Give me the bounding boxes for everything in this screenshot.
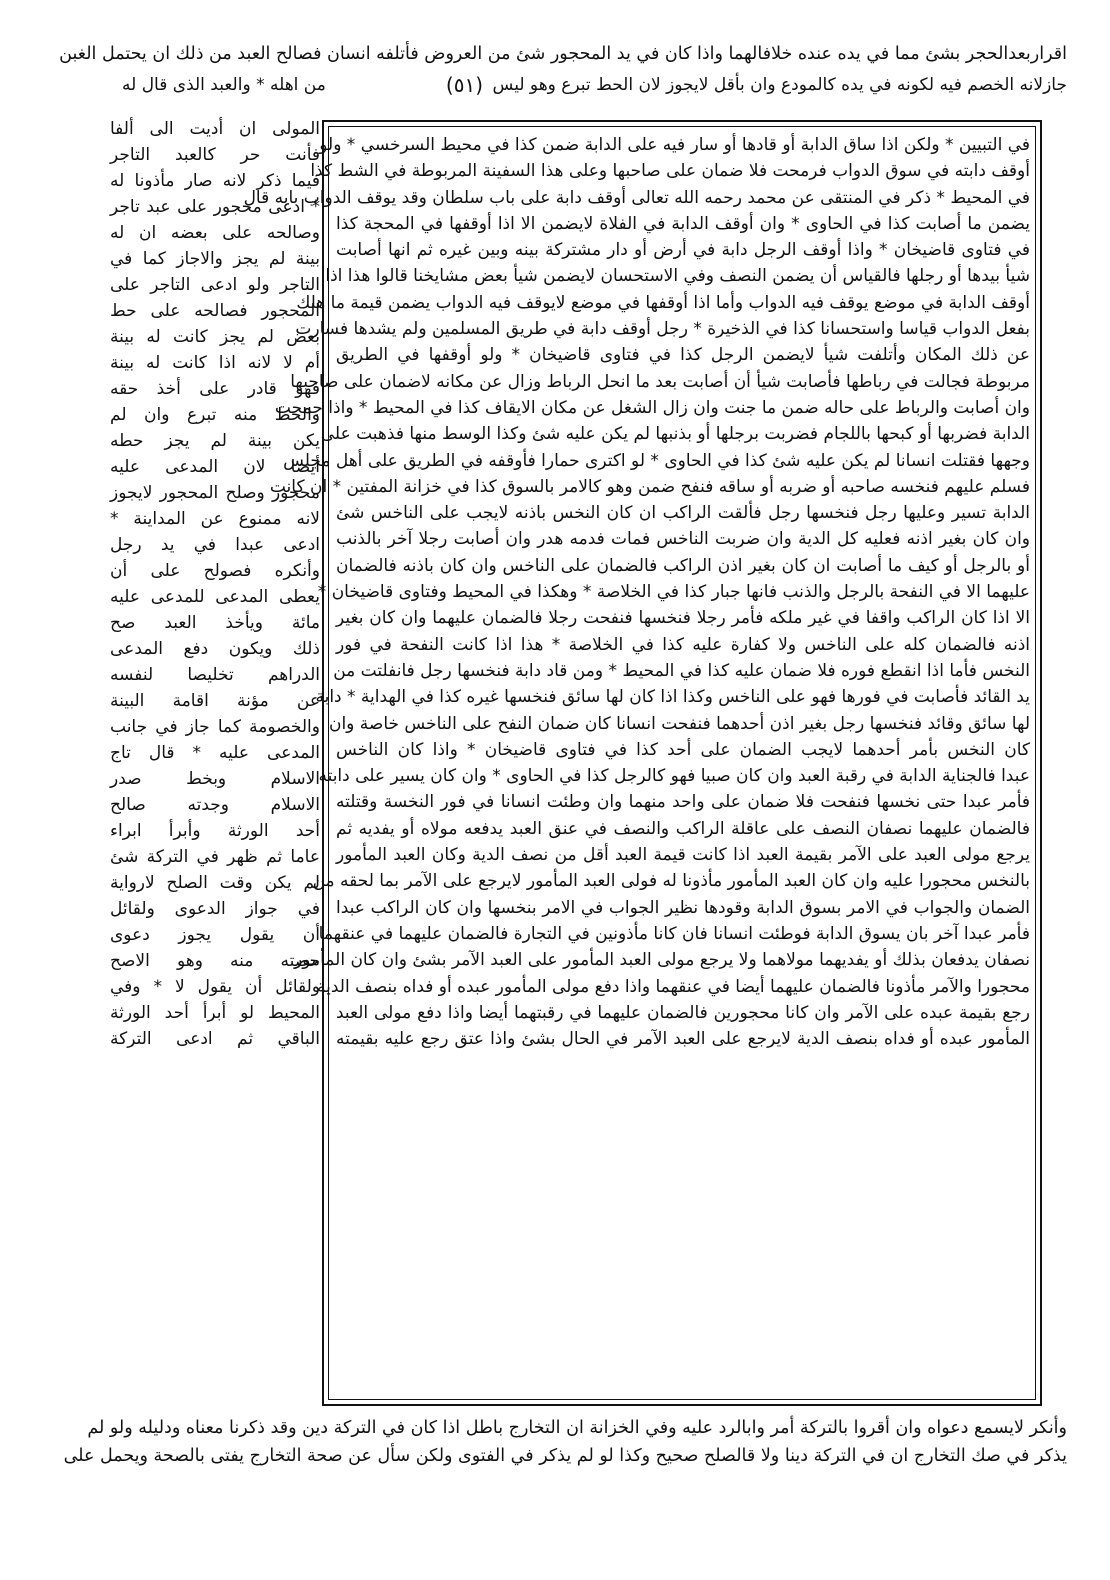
margin-gloss-line: عن مؤنة اقامة البينة bbox=[110, 691, 320, 711]
main-text-line: الدابة تسير وعليها رجل فنخسها رجل فألقت الراكب ان كان النخس باذنه لايجب على الناخس شئ bbox=[336, 503, 1030, 524]
main-text-line: عليهما الا في النفحة بالرجل والذنب فانها جبار كذا في الخلاصة * وهكذا في المحيط وفتاوى قاضيخان * bbox=[317, 582, 1030, 603]
margin-gloss-line: فهو قادر على أخذ حقه bbox=[110, 379, 320, 399]
main-text-line: مربوطة فجالت في رباطها فأصابت شيأ أن أصابت بعد ما انحل الرباط وزال عن مكانه لاضمان على صاحبها bbox=[290, 371, 1030, 392]
main-text-line: شيأ بيدها أو رجلها فالقياس أن يضمن النصف وفي الاستحسان لايضمن شيأ بعض مشايخنا قالوا هذا اذا bbox=[325, 266, 1030, 287]
margin-gloss-line: الاسلام وبخط صدر bbox=[110, 769, 320, 789]
footer-line: يذكر في صك التخارج ان في التركة دينا ولا قالصلح صحيح وكذا لو لم يذكر في الفتوى ولكن سأل عن صحة التخارج يفتى بالصحة ويحمل على bbox=[63, 1446, 1067, 1466]
margin-gloss-line: المحجور فصالحه على حط bbox=[110, 301, 320, 321]
main-text-line: نصفان يدفعان بذلك أو يفديهما مولاهما ولا يرجع مولى العبد المأمور على العبد الآمر بشئ وان كان المأمور bbox=[294, 950, 1030, 971]
header-line-1: اقراربعدالحجر بشئ مما في يده عنده خلافالهما واذا كان في يد المحجور شئ من العروض فأتلفه انسان فصالح العبد من ذلك ان يحتمل الغبن bbox=[59, 44, 1067, 64]
main-text-line: الدابة فضربها أو كبحها باللجام فضربت برجلها أو بذنبها لم يكن عليه شئ وكذا الوسط منها فذهبت على bbox=[320, 424, 1030, 445]
margin-gloss-line: بينة لم يجز والاجاز كما في bbox=[110, 249, 320, 269]
margin-gloss-line: يعطى المدعى للمدعى عليه bbox=[110, 587, 320, 607]
margin-gloss-line: والخصومة كما جاز في جانب bbox=[110, 717, 320, 737]
main-text-line: بالنخس محجورا عليه وان كان العبد المأمور مأذونا له فولى العبد المأمور لايرجع على الآمر بما لحقه من bbox=[312, 871, 1030, 892]
main-text-line: عن ذلك المكان وأتلفت شيأ لايضمن الرجل كذا في فتاوى قاضيخان * ولو أوقفها في الطريق bbox=[336, 345, 1030, 366]
margin-gloss-line: حصته منه وهو الاصح bbox=[110, 951, 320, 971]
header-line-2-right: جازلانه الخصم فيه لكونه في يده كالمودع وان بأقل لايجوز لان الحط تبرع وهو ليس bbox=[492, 75, 1067, 95]
margin-gloss-line: الدراهم تخليصا لنفسه bbox=[110, 665, 320, 685]
margin-gloss-line: ذلك ويكون دفع المدعى bbox=[110, 639, 320, 659]
margin-gloss-line: محجور وصلح المحجور لايجوز bbox=[110, 483, 320, 503]
main-text-line: في فتاوى قاضيخان * واذا أوقف الرجل دابة في أرض أو دار مشتركة بينه وبين غيره ثم انها أصابت bbox=[336, 240, 1030, 261]
main-text-line: فالضمان عليهما نصفان النصف على عاقلة الراكب والنصف في عنق العبد يدفعه مولاه أو يفديه ثم bbox=[336, 818, 1030, 839]
main-text-body bbox=[243, 132, 1030, 1396]
margin-gloss-line: المولى ان أديت الى ألفا bbox=[110, 119, 320, 139]
margin-gloss-line: * ادعى محجور على عبد تاجر bbox=[110, 197, 320, 217]
margin-gloss-line: لانه ممنوع عن المداينة * bbox=[110, 509, 320, 529]
margin-gloss-line: ولقائل أن يقول لا * وفي bbox=[110, 977, 320, 997]
main-text-line: اذنه فالضمان كله على الناخس ولا كفارة عليه كذا في الخلاصة * هذا اذا كانت النفحة في فور bbox=[336, 634, 1030, 655]
margin-gloss-line: في جواز الدعوى ولقائل bbox=[110, 899, 320, 919]
page-number: (٥١) bbox=[445, 73, 483, 97]
main-text-line: رجع بقيمة عبده على الآمر وان كانا محجورين فالضمان عليهما في رقبتهما أيضا واذا دفع مولى العبد bbox=[336, 1002, 1030, 1023]
main-text-line: في التبيين * ولكن اذا ساق الدابة أو قادها أو سار فيه على الدابة ضمن كذا في محيط السرخسي * ولو bbox=[319, 135, 1030, 155]
main-text-line: وجهها فقتلت انسانا لم يكن عليه شئ كذا في الحاوى * لو اكترى حمارا فأوقفه في الطريق على أهل مجلس bbox=[283, 450, 1030, 471]
margin-gloss-line: عاما ثم ظهر في التركة شئ bbox=[110, 847, 320, 867]
footer-line: وأنكر لايسمع دعواه وان أقروا بالتركة أمر وابالرد عليه وفي الخزانة ان التخارج باطل اذا كان في التركة دين وقد ذكرنا معناه ودليله ولو لم bbox=[87, 1418, 1067, 1438]
main-text-line: فأمر عبدا آخر بان يسوق الدابة فوطئت انسانا فان كانا مأذونين في التجارة فالضمان عليهما في عنقهما bbox=[318, 923, 1030, 944]
margin-gloss-line: المدعى عليه * قال تاج bbox=[110, 743, 320, 763]
margin-gloss-line: فأنت حر كالعبد التاجر bbox=[110, 145, 320, 165]
main-text-line: عبدا فالجناية الدابة في رقبة العبد وان كان صبيا فهو كالرجل كذا في الحاوى * وان كان يسير على دابته bbox=[318, 766, 1030, 787]
margin-gloss-line: التاجر ولو ادعى التاجر على bbox=[110, 275, 320, 295]
main-text-line: يد القائد فأصابت في فورها فهو على الناخس وكذا اذا كان لها سائق فنخسها غيره كذا في الهداية * دابة bbox=[315, 687, 1030, 708]
main-text-line: الا اذا كان الراكب واقفا في غير ملكه فأمر رجلا فنخسها فنفحت رجلا فالضمان عليهما وان كان بغير bbox=[336, 608, 1030, 629]
margin-gloss-line: الباقي ثم ادعى التركة bbox=[110, 1029, 320, 1049]
main-text-line: في المحيط * ذكر في المنتقى عن محمد رحمه الله تعالى أوقف دابة على باب سلطان وقد يوقف الدواب بابه قال bbox=[243, 187, 1030, 208]
main-text-line: وان أصابت والرباط على حاله ضمن ما جنت وان زال الشغل عن مكان الايقاف كذا في المحيط * واذا جمحت bbox=[274, 397, 1030, 418]
main-text-line: أوقف الدابة في موضع يوقف فيه الدواب وأما اذا أوقفها في موضع لايوقف فيه الدواب يضمن قيمة ما هلك bbox=[296, 292, 1030, 313]
footer-continuation bbox=[63, 1414, 1067, 1470]
margin-gloss-line: أيضا لان المدعى عليه bbox=[110, 457, 320, 477]
main-text-line: أوقف دابته في سوق الدواب فرمحت فلا ضمان على صاحبها وعلى هذا السفينة المربوطة في الشط كذا bbox=[310, 161, 1030, 182]
margin-gloss-line: مائة ويأخذ العبد صح bbox=[110, 613, 320, 633]
main-text-line: يضمن ما أصابت كذا في الحاوى * وان أوقف الدابة في الفلاة لايضمن الا اذا أوقفها في المحجة كذا bbox=[336, 213, 1030, 234]
main-text-line: النخس فأما اذا انقطع فوره فلا ضمان عليه كذا في المحيط * ومن قاد دابة فنخسها رجل فانفلتت من bbox=[333, 660, 1030, 681]
margin-gloss-line: لم يكن وقت الصلح لارواية bbox=[110, 873, 320, 893]
header-line-2-left: من اهله * والعبد الذى قال له bbox=[122, 75, 326, 95]
margin-gloss-line: يكن بينة لم يجز حطه bbox=[110, 431, 320, 451]
margin-gloss-line: ادعى عبدا في يد رجل bbox=[110, 535, 320, 555]
main-text-line: وان كان بغير اذنه فعليه كل الدية وان ضربت الناخس فمات فدمه هدر وان أصابت رجلا آخر بالذنب bbox=[336, 529, 1030, 550]
main-text-line: كان النخس بأمر أحدهما لايجب الضمان على أحد كذا في فتاوى قاضيخان * واذا كان الناخس bbox=[336, 739, 1030, 760]
main-text-line: الضمان والجواب في الامر بسوق الدابة وقودها نظير الجواب في الامر بنخسها وان كان الراكب عبدا bbox=[336, 897, 1030, 918]
margin-gloss-line: أحد الورثة وأبرأ ابراء bbox=[110, 821, 320, 841]
margin-gloss-line: الاسلام وجدته صالح bbox=[110, 795, 320, 815]
main-text-line: فسلم عليهم فنخسه صاحبه أو ضربه أو ساقه فنفح ضمن وهو كالامر بالسوق كذا في خزانة المفتين * ان كانت bbox=[269, 476, 1030, 497]
main-text-line: لها سائق وقائد فنخسها رجل بغير اذن أحدهما فنفحت انسانا كان ضمان النفح على الناخس خاصة وان bbox=[328, 713, 1030, 734]
margin-gloss-line: فيما ذكر لانه صار مأذونا له bbox=[110, 171, 320, 191]
margin-gloss-line: والحط منه تبرع وان لم bbox=[110, 405, 320, 425]
header-line-2 bbox=[122, 70, 1067, 100]
main-text-line: يرجع مولى العبد على الآمر بقيمة العبد اذا كانت قيمة العبد أقل من نصف الدية وكان العبد المأمور bbox=[336, 845, 1030, 866]
margin-gloss-line: المحيط لو أبرأ أحد الورثة bbox=[110, 1003, 320, 1023]
margin-gloss-line: أم لا لانه اذا كانت له بينة bbox=[110, 353, 320, 373]
main-text-line: بفعل الدواب قياسا واستحسانا كذا في الذخيرة * رجل أوقف دابة في طريق المسلمين ولم يشدها فسارت bbox=[295, 319, 1030, 340]
margin-gloss-line: وصالحه على بعضه ان له bbox=[110, 223, 320, 243]
margin-gloss-line: أن يقول يجوز دعوى bbox=[110, 925, 320, 945]
margin-gloss-column bbox=[110, 116, 320, 1416]
main-text-line: فأمر عبدا حتى نخسها فنفحت فلا ضمان على واحد منهما وان وطئت انسانا في فور النخسة وقتلته bbox=[336, 792, 1030, 813]
main-text-frame bbox=[243, 120, 1042, 1406]
main-text-line: محجورا والآمر مأذونا فالضمان عليهما أيضا في عنقهما واذا دفع مولى المأمور عبده أو فداه بنصف الدية bbox=[317, 976, 1030, 997]
main-text-line: المأمور عبده أو فداه بنصف الدية لايرجع على العبد الآمر في الحال بشئ واذا عتق رجع عليه بقيمته bbox=[336, 1029, 1030, 1050]
margin-gloss-line: وأنكره فصولح على أن bbox=[110, 561, 320, 581]
main-text-line: أو بالرجل أو كيف ما أصابت ان كان بغير اذن الراكب فالضمان على الناخس وان كان باذنه فالضمان bbox=[336, 555, 1030, 576]
margin-gloss-line: بعض لم يجز كانت له بينة bbox=[110, 327, 320, 347]
